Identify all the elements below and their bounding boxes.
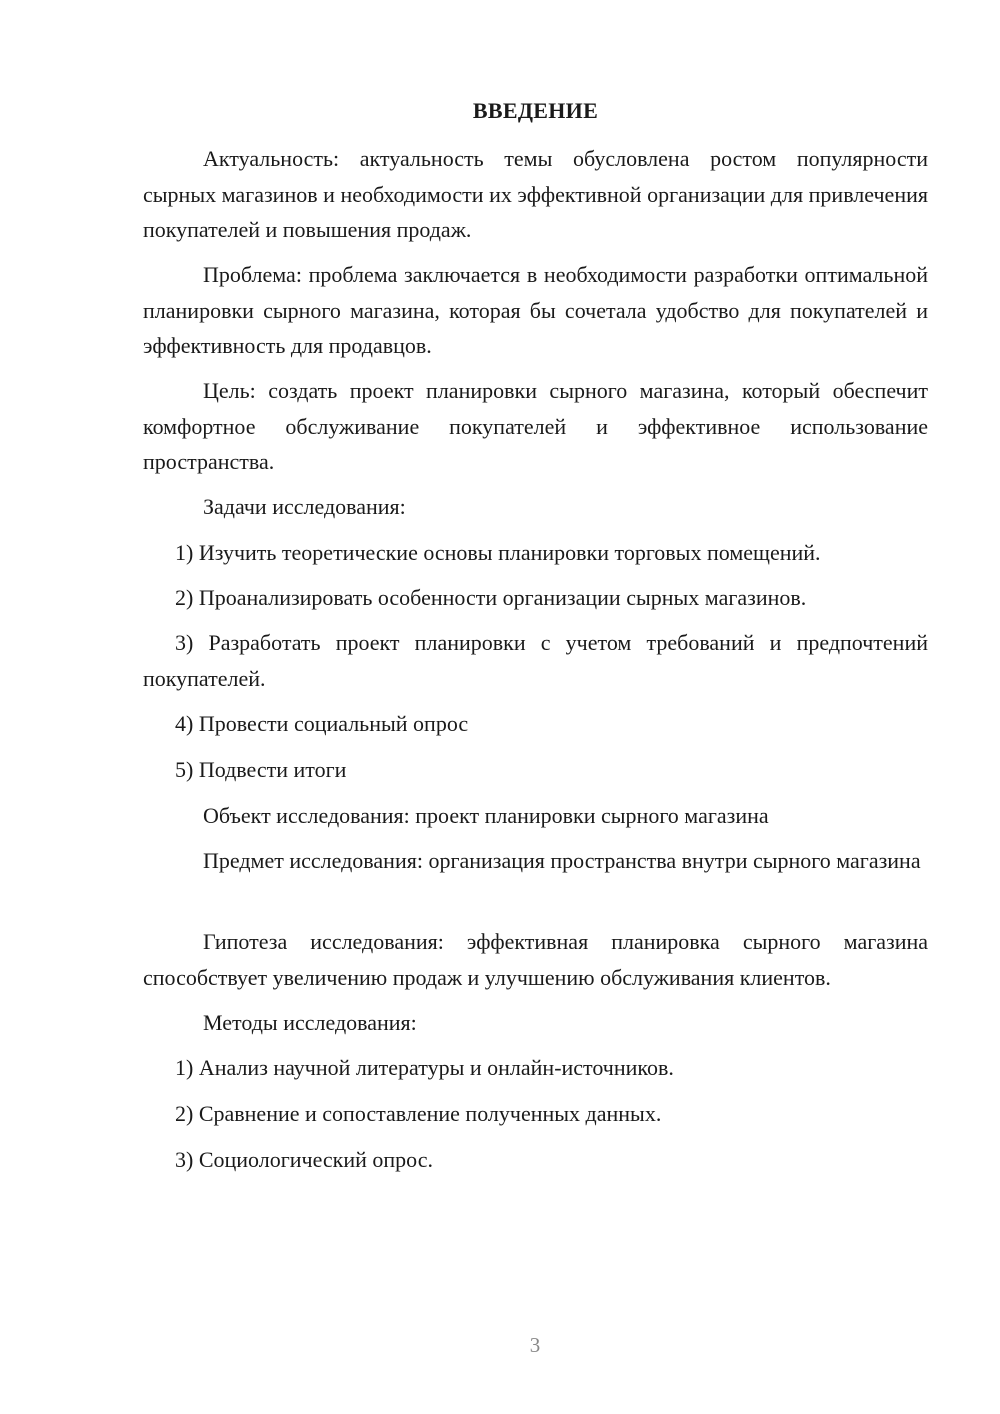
task-item-1: 1) Изучить теоретические основы планировки торговых помещений.	[175, 540, 821, 565]
method-item-1: 1) Анализ научной литературы и онлайн-источников.	[175, 1055, 674, 1080]
task-item-3: 3) Разработать проект планировки с учетом требований и предпочтений покупателей.	[143, 630, 928, 691]
paragraph-object: Объект исследования: проект планировки сырного магазина	[203, 803, 769, 828]
task-item-4: 4) Провести социальный опрос	[175, 711, 469, 736]
page-title: ВВЕДЕНИЕ	[472, 98, 599, 123]
paragraph-problem: Проблема: проблема заключается в необходимости разработки оптимальной планировки сырного магазина, которая бы сочетала удобство для покупателей и эффективность для продавцов.	[143, 262, 928, 358]
paragraph-relevance: Актуальность: актуальность темы обусловлена ростом популярности сырных магазинов и необходимости их эффективной организации для привлечения покупателей и повышения продаж.	[143, 146, 928, 242]
tasks-heading: Задачи исследования:	[203, 494, 406, 519]
paragraph-subject: Предмет исследования: организация пространства внутри сырного магазина	[203, 848, 921, 873]
method-item-2: 2) Сравнение и сопоставление полученных данных.	[175, 1101, 662, 1126]
page-number: 3	[529, 1333, 541, 1357]
paragraph-goal: Цель: создать проект планировки сырного магазина, который обеспечит комфортное обслуживание покупателей и эффективное использование пространства.	[143, 378, 928, 474]
task-item-5: 5) Подвести итоги	[175, 757, 347, 782]
methods-heading: Методы исследования:	[203, 1010, 417, 1035]
method-item-3: 3) Социологический опрос.	[175, 1147, 433, 1172]
task-item-2: 2) Проанализировать особенности организации сырных магазинов.	[175, 585, 807, 610]
paragraph-hypothesis: Гипотеза исследования: эффективная планировка сырного магазина способствует увеличению продаж и улучшению обслуживания клиентов.	[143, 929, 928, 990]
